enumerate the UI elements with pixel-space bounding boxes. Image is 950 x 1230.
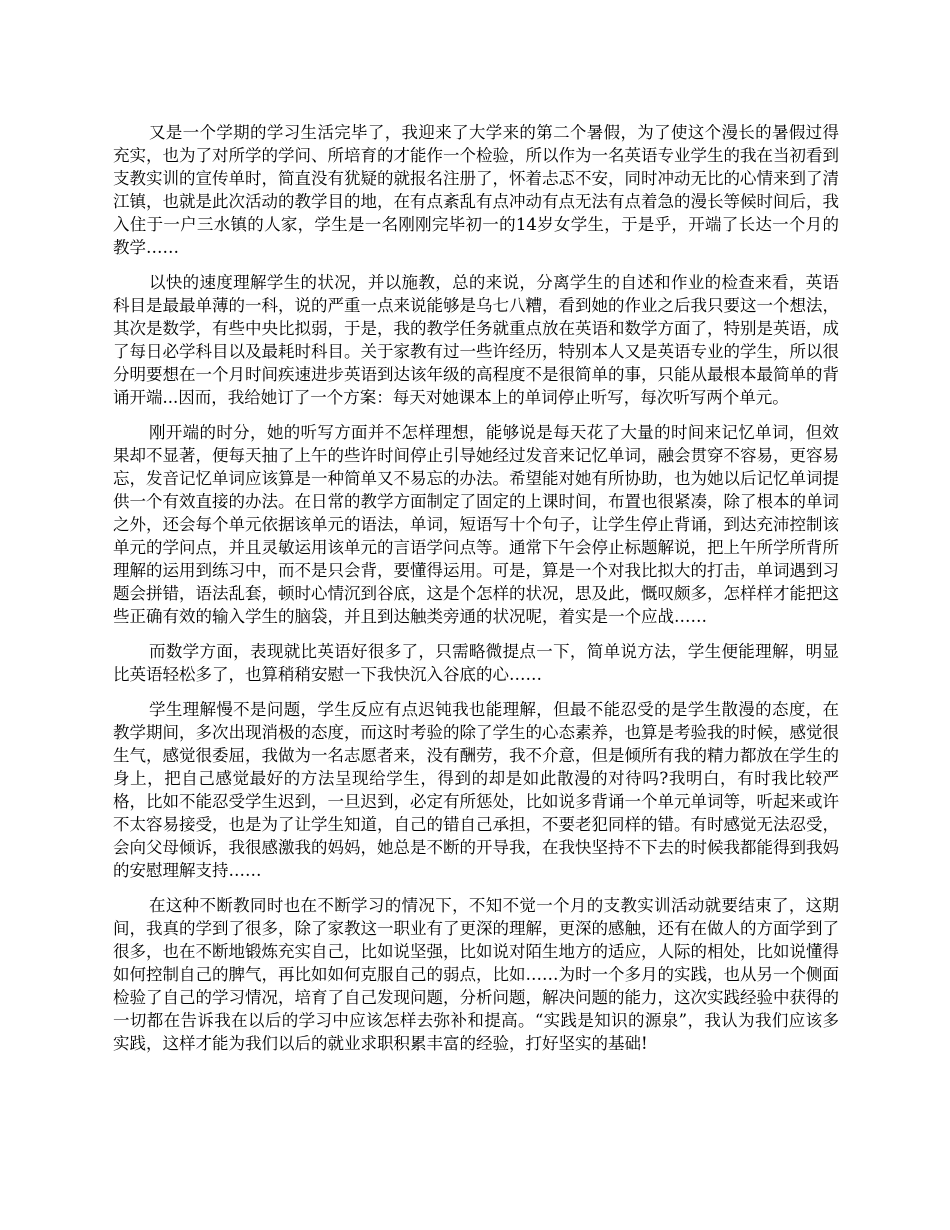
paragraph-4: 而数学方面，表现就比英语好很多了，只需略微提点一下，简单说方法，学生便能理解，明显比英语轻松多了，也算稍稍安慰一下我快沉入谷底的心…… — [113, 642, 839, 684]
paragraph-5: 学生理解慢不是问题，学生反应有点迟钝我也能理解，但最不能忍受的是学生散漫的态度，在教学期间，多次出现消极的态度，而这时考验的除了学生的心态素养，也算是考验我的时候，感觉很生气，感觉很委屈，我做为一名志愿者来，没有酬劳，我不介意，但是倾所有我的精力都放在学生的身上，把自己感觉最好的方法呈现给学生，得到的却是如此散漫的对待吗?我明白，有时我比较严格，比如不能忍受学生迟到，一旦迟到，必定有所惩处，比如说多背诵一个单元单词等，听起来或许不太容易接受，也是为了让学生知道，自己的错自己承担，不要老犯同样的错。有时感觉无法忍受，会向父母倾诉，我很感激我的妈妈，她总是不断的开导我，在我快坚持不下去的时候我都能得到我妈的安慰理解支持…… — [113, 700, 839, 880]
document-body — [113, 121, 839, 1067]
paragraph-1: 又是一个学期的学习生活完毕了，我迎来了大学来的第二个暑假，为了使这个漫长的暑假过得充实，也为了对所学的学问、所培育的才能作一个检验，所以作为一名英语专业学生的我在当初看到支教实训的宣传单时，简直没有犹疑的就报名注册了，怀着忐忑不安，同时冲动无比的心情来到了清江镇，也就是此次活动的教学目的地，在有点紊乱有点冲动有点无法有点着急的漫长等候时间后，我入住于一户三水镇的人家，学生是一名刚刚完毕初一的14岁女学生，于是乎，开端了长达一个月的教学…… — [113, 123, 839, 257]
paragraph-2: 以快的速度理解学生的状况，并以施教，总的来说，分离学生的自述和作业的检查来看，英语科目是最最单薄的一科，说的严重一点来说能够是乌七八糟，看到她的作业之后我只要这一个想法，其次是数学，有些中央比拟弱，于是，我的教学任务就重点放在英语和数学方面了，特别是英语，成了每日必学科目以及最耗时科目。关于家教有过一些许经历，特别本人又是英语专业的学生，所以很分明要想在一个月时间疾速进步英语到达该年级的高程度不是很简单的事，只能从最根本最简单的背诵开端...因而，我给她订了一个方案：每天对她课本上的单词停止听写，每次听写两个单元。 — [113, 273, 839, 407]
paragraph-3: 刚开端的时分，她的听写方面并不怎样理想，能够说是每天花了大量的时间来记忆单词，但效果却不显著，便每天抽了上午的些许时间停止引导她经过发音来记忆单词，融会贯穿不容易，更容易忘，发音记忆单词应该算是一种简单又不易忘的办法。希望能对她有所协助，也为她以后记忆单词提供一个有效直接的办法。在日常的教学方面制定了固定的上课时间，布置也很紧凑，除了根本的单词之外，还会每个单元依据该单元的语法，单词，短语写十个句子，让学生停止背诵，到达充沛控制该单元的学问点，并且灵敏运用该单元的言语学问点等。通常下午会停止标题解说，把上午所学所背所理解的运用到练习中，而不是只会背，要懂得运用。可是，算是一个对我比拟大的打击，单词遇到习题会拼错，语法乱套，顿时心情沉到谷底，这是个怎样的状况，思及此，慨叹颇多，怎样样才能把这些正确有效的输入学生的脑袋，并且到达触类旁通的状况呢，着实是一个应战…… — [113, 423, 839, 626]
paragraph-6: 在这种不断教同时也在不断学习的情况下，不知不觉一个月的支教实训活动就要结束了，这期间，我真的学到了很多，除了家教这一职业有了更深的理解，更深的感触，还有在做人的方面学到了很多，也在不断地锻炼充实自己，比如说坚强，比如说对陌生地方的适应，人际的相处，比如说懂得如何控制自己的脾气，再比如如何克服自己的弱点，比如……为时一个多月的实践，也从另一个侧面检验了自己的学习情况，培育了自己发现问题，分析问题，解决问题的能力，这次实践经验中获得的一切都在告诉我在以后的学习中应该怎样去弥补和提高。“实践是知识的源泉”，我认为我们应该多实践，这样才能为我们以后的就业求职积累丰富的经验，打好坚实的基础! — [113, 896, 839, 1053]
